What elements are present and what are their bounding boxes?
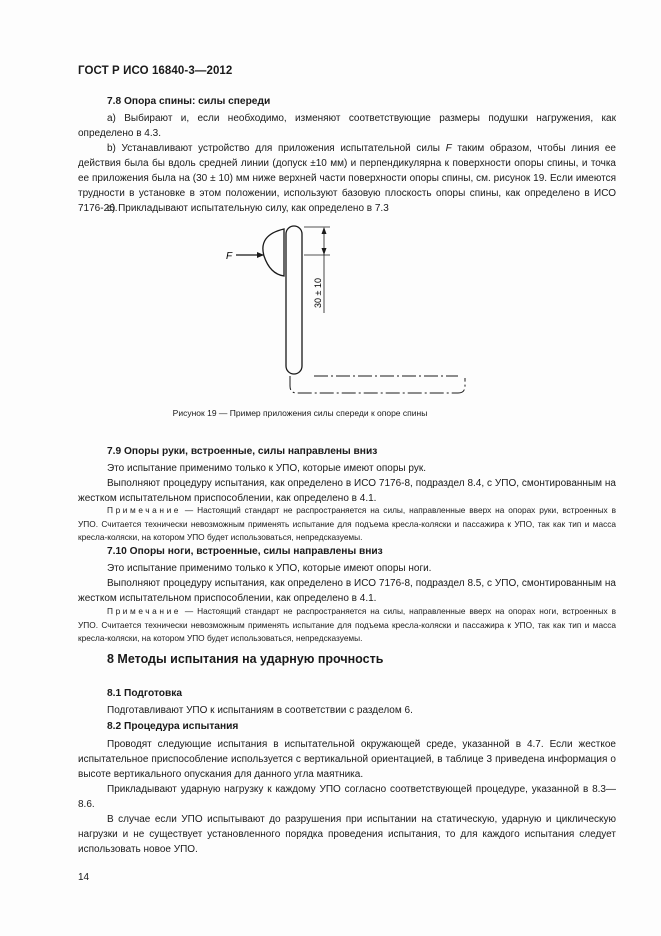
section-8-heading: 8 Методы испытания на ударную прочность — [107, 652, 384, 666]
section-7-8-heading: 7.8 Опора спины: силы спереди — [107, 96, 271, 107]
section-7-9-note: Примечание — Настоящий стандарт не распространяется на силы, направленные вверх на опорах руки, встроенных в УПО. Считается технически невозможным применять испытание для подъема кресла-коляски и пассажира к УПО, так как тип и масса кресла-коляски, на котором УПО будет использоваться, непредсказуемы. — [78, 505, 616, 542]
dimension-arrow-bottom — [322, 248, 327, 255]
section-7-9-heading: 7.9 Опоры руки, встроенные, силы направлены вниз — [107, 446, 378, 457]
section-7-8-item-c: c) Прикладывают испытательную силу, как определено в 7.3 — [107, 203, 389, 214]
figure-19-diagram — [200, 218, 490, 403]
section-7-9-para-1: Это испытание применимо только к УПО, которые имеют опоры рук. — [107, 463, 426, 474]
page-number: 14 — [78, 872, 90, 883]
section-8-2-para-1: Проводят следующие испытания в испытательной окружающей среде, указанной в 4.7. Если жесткое испытательное приспособление используется с вертикальной ориентацией, в таблице 3 приведена информация о высоте вертикального опускания для данного угла маятника. — [78, 739, 616, 780]
section-7-10-note: Примечание — Настоящий стандарт не распространяется на силы, направленные вверх на опорах ноги, встроенных в УПО. Считается технически невозможным применять испытание для подъема кресла-коляски и пассажира к УПО, так как тип и масса кресла-коляски, на котором УПО будет использоваться, непредсказуемы. — [78, 606, 616, 643]
section-7-8-item-a: a) Выбирают и, если необходимо, изменяют соответствующие размеры подушки нагружения, как определено в 4.3. — [78, 113, 616, 139]
section-8-1-text: Подготавливают УПО к испытаниям в соответствии с разделом 6. — [107, 705, 413, 716]
section-7-8-item-b: b) Устанавливают устройство для приложения испытательной силы F таким образом, чтобы линия ее действия была бы вдоль средней линии (допуск ±10 мм) и перпендикулярна к поверхности опоры спины, и точка ее приложения была на (30 ± 10) мм ниже верхней части поверхности опоры спины, см. рисунок 19. Если имеются трудности в установке в этом положении, используют базовую плоскость опоры спины, как определено в ИСО 7176-26. — [78, 143, 616, 214]
document-header: ГОСТ Р ИСО 16840-3—2012 — [78, 65, 233, 77]
backrest-shape — [286, 226, 302, 374]
force-label: F — [226, 251, 233, 262]
dimension-label: 30 ± 10 — [313, 278, 323, 308]
section-7-10-para-2: Выполняют процедуру испытания, как определено в ИСО 7176-8, подраздел 8.5, с УПО, смонтированным на жестком испытательном приспособлении, как определено в 4.1. — [78, 578, 616, 604]
section-7-10-heading: 7.10 Опоры ноги, встроенные, силы направлены вниз — [107, 546, 383, 557]
section-8-2-heading: 8.2 Процедура испытания — [107, 721, 239, 732]
seat-outline — [290, 376, 465, 393]
section-8-2-para-3: В случае если УПО испытывают до разрушения при испытании на статическую, ударную и циклическую нагрузки и не существует установленного порядка проведения испытания, то для каждого испытания следует использовать новое УПО. — [78, 814, 616, 855]
section-7-9-para-2: Выполняют процедуру испытания, как определено в ИСО 7176-8, подраздел 8.4, с УПО, смонтированным на жестком испытательном приспособлении, как определено в 4.1. — [78, 478, 616, 504]
section-8-2-para-2: Прикладывают ударную нагрузку к каждому УПО согласно соответствующей процедуре, указанной в 8.3—8.6. — [78, 784, 616, 810]
section-8-1-heading: 8.1 Подготовка — [107, 688, 183, 699]
load-pad-shape — [263, 229, 284, 276]
figure-19-caption: Рисунок 19 — Пример приложения силы спереди к опоре спины — [172, 408, 428, 418]
dimension-arrow-top — [322, 227, 327, 234]
section-7-10-para-1: Это испытание применимо только к УПО, которые имеют опоры ноги. — [107, 563, 432, 574]
